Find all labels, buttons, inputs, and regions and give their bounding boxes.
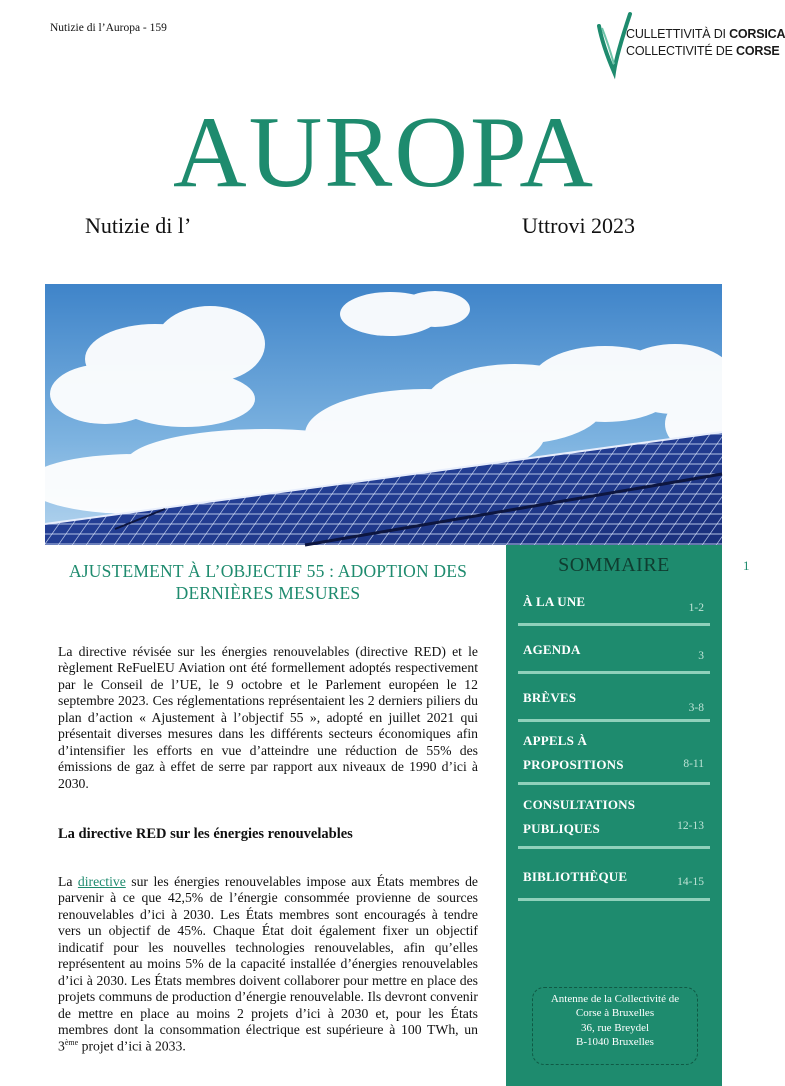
masthead-title: AUROPA xyxy=(172,96,596,209)
address-line: B-1040 Bruxelles xyxy=(576,1035,654,1048)
toc-title: SOMMAIRE xyxy=(558,554,670,576)
logo-mark-icon xyxy=(596,8,632,74)
running-header: Nutizie di l’Auropa - 159 xyxy=(50,22,167,34)
section-heading: La directive RED sur les énergies renouvelables xyxy=(58,826,353,842)
toc-item-appels-a-propositions[interactable] xyxy=(518,729,710,785)
toc-item-bibliotheque[interactable] xyxy=(518,865,710,901)
address-line: 36, rue Breydel xyxy=(580,1021,650,1034)
article-paragraph: La directive révisée sur les énergies renouvelables (directive RED) et le règlement ReFuelEU Aviation ont été formellement adoptés respectivement par le Conseil de l’UE, le 9 octobre et le Parlement européen le 12 septembre 2023. Ces réglementations représentaient les 2 derniers piliers du plan d’action « Ajustement à l’objectif 55 », adopté en juillet 2021 qui présentait diverses mesures dans les différents secteurs économiques afin d’intensifier les efforts en vue d’atteindre une réduction de 55% des émissions de gaz à effet de serre par rapport aux niveaux de 1990 d’ici à 2030. xyxy=(58,644,478,791)
address-line: Antenne de la Collectivité de xyxy=(550,993,680,1005)
logo-line-corsica: CULLETTIVITÀ DI CORSICA xyxy=(626,27,785,41)
logo-line-corse: COLLECTIVITÉ DE CORSE xyxy=(626,44,780,58)
toc-item-pages: 1-2 xyxy=(688,602,704,614)
toc-item-pages: 3-8 xyxy=(688,702,704,714)
toc-item-pages: 8-11 xyxy=(683,758,704,770)
page-number: 1 xyxy=(743,558,750,573)
toc-item-label: BRÈVES xyxy=(523,690,577,705)
toc-item-label: CONSULTATIONS PUBLIQUES xyxy=(523,797,636,836)
toc-item-pages: 12-13 xyxy=(677,820,704,832)
toc-item-label: APPELS À PROPOSITIONS xyxy=(523,733,624,772)
article-paragraph: La directive sur les énergies renouvelables impose aux États membres de parvenir à ce que 42,5% de l’énergie consommée provienne de sources renouvelables d’ici à 2030. Les États membres sont encouragés à tendre vers un objectif de 45%. Chaque État doit également fixer un objectif indicatif pour les nouvelles technologies renouvelables, afin qu’elles représentent au moins 5% de la capacité installée d’énergies renouvelables d’ici à 2030. Les États membres doivent collaborer pour mettre en place des projets communs de production d’énergie renouvelable. Ils devront convenir de mettre en place au moins 2 projets d’ici à 2030 et, pour les États membres dont la consommation électrique est supérieure à 100 TWh, un 3ème projet d’ici à 2033. xyxy=(58,874,479,1054)
toc-item-agenda[interactable] xyxy=(518,638,710,674)
toc-item-a-la-une[interactable] xyxy=(518,590,710,626)
main-article xyxy=(58,560,479,1054)
hero-solar-panels-image xyxy=(45,284,722,545)
table-of-contents xyxy=(506,545,722,1086)
directive-link[interactable]: directive xyxy=(77,874,126,889)
address-line: Corse à Bruxelles xyxy=(575,1007,655,1020)
issue-date: Uttrovi 2023 xyxy=(522,213,636,238)
toc-item-consultations-publiques[interactable] xyxy=(518,793,710,849)
toc-item-label: AGENDA xyxy=(523,642,581,657)
article-title: AJUSTEMENT À L’OBJECTIF 55 : ADOPTION DES DERNIÈRES MESURES xyxy=(68,561,468,604)
toc-item-label: À LA UNE xyxy=(523,594,586,609)
toc-item-pages: 14-15 xyxy=(677,876,704,888)
toc-item-label: BIBLIOTHÈQUE xyxy=(523,869,628,884)
toc-item-breves[interactable] xyxy=(518,686,710,722)
toc-item-pages: 3 xyxy=(698,650,704,662)
collectivite-corse-logo xyxy=(596,8,785,74)
office-address-box xyxy=(532,987,698,1065)
masthead-subtitle: Nutizie di l’ xyxy=(85,213,192,238)
